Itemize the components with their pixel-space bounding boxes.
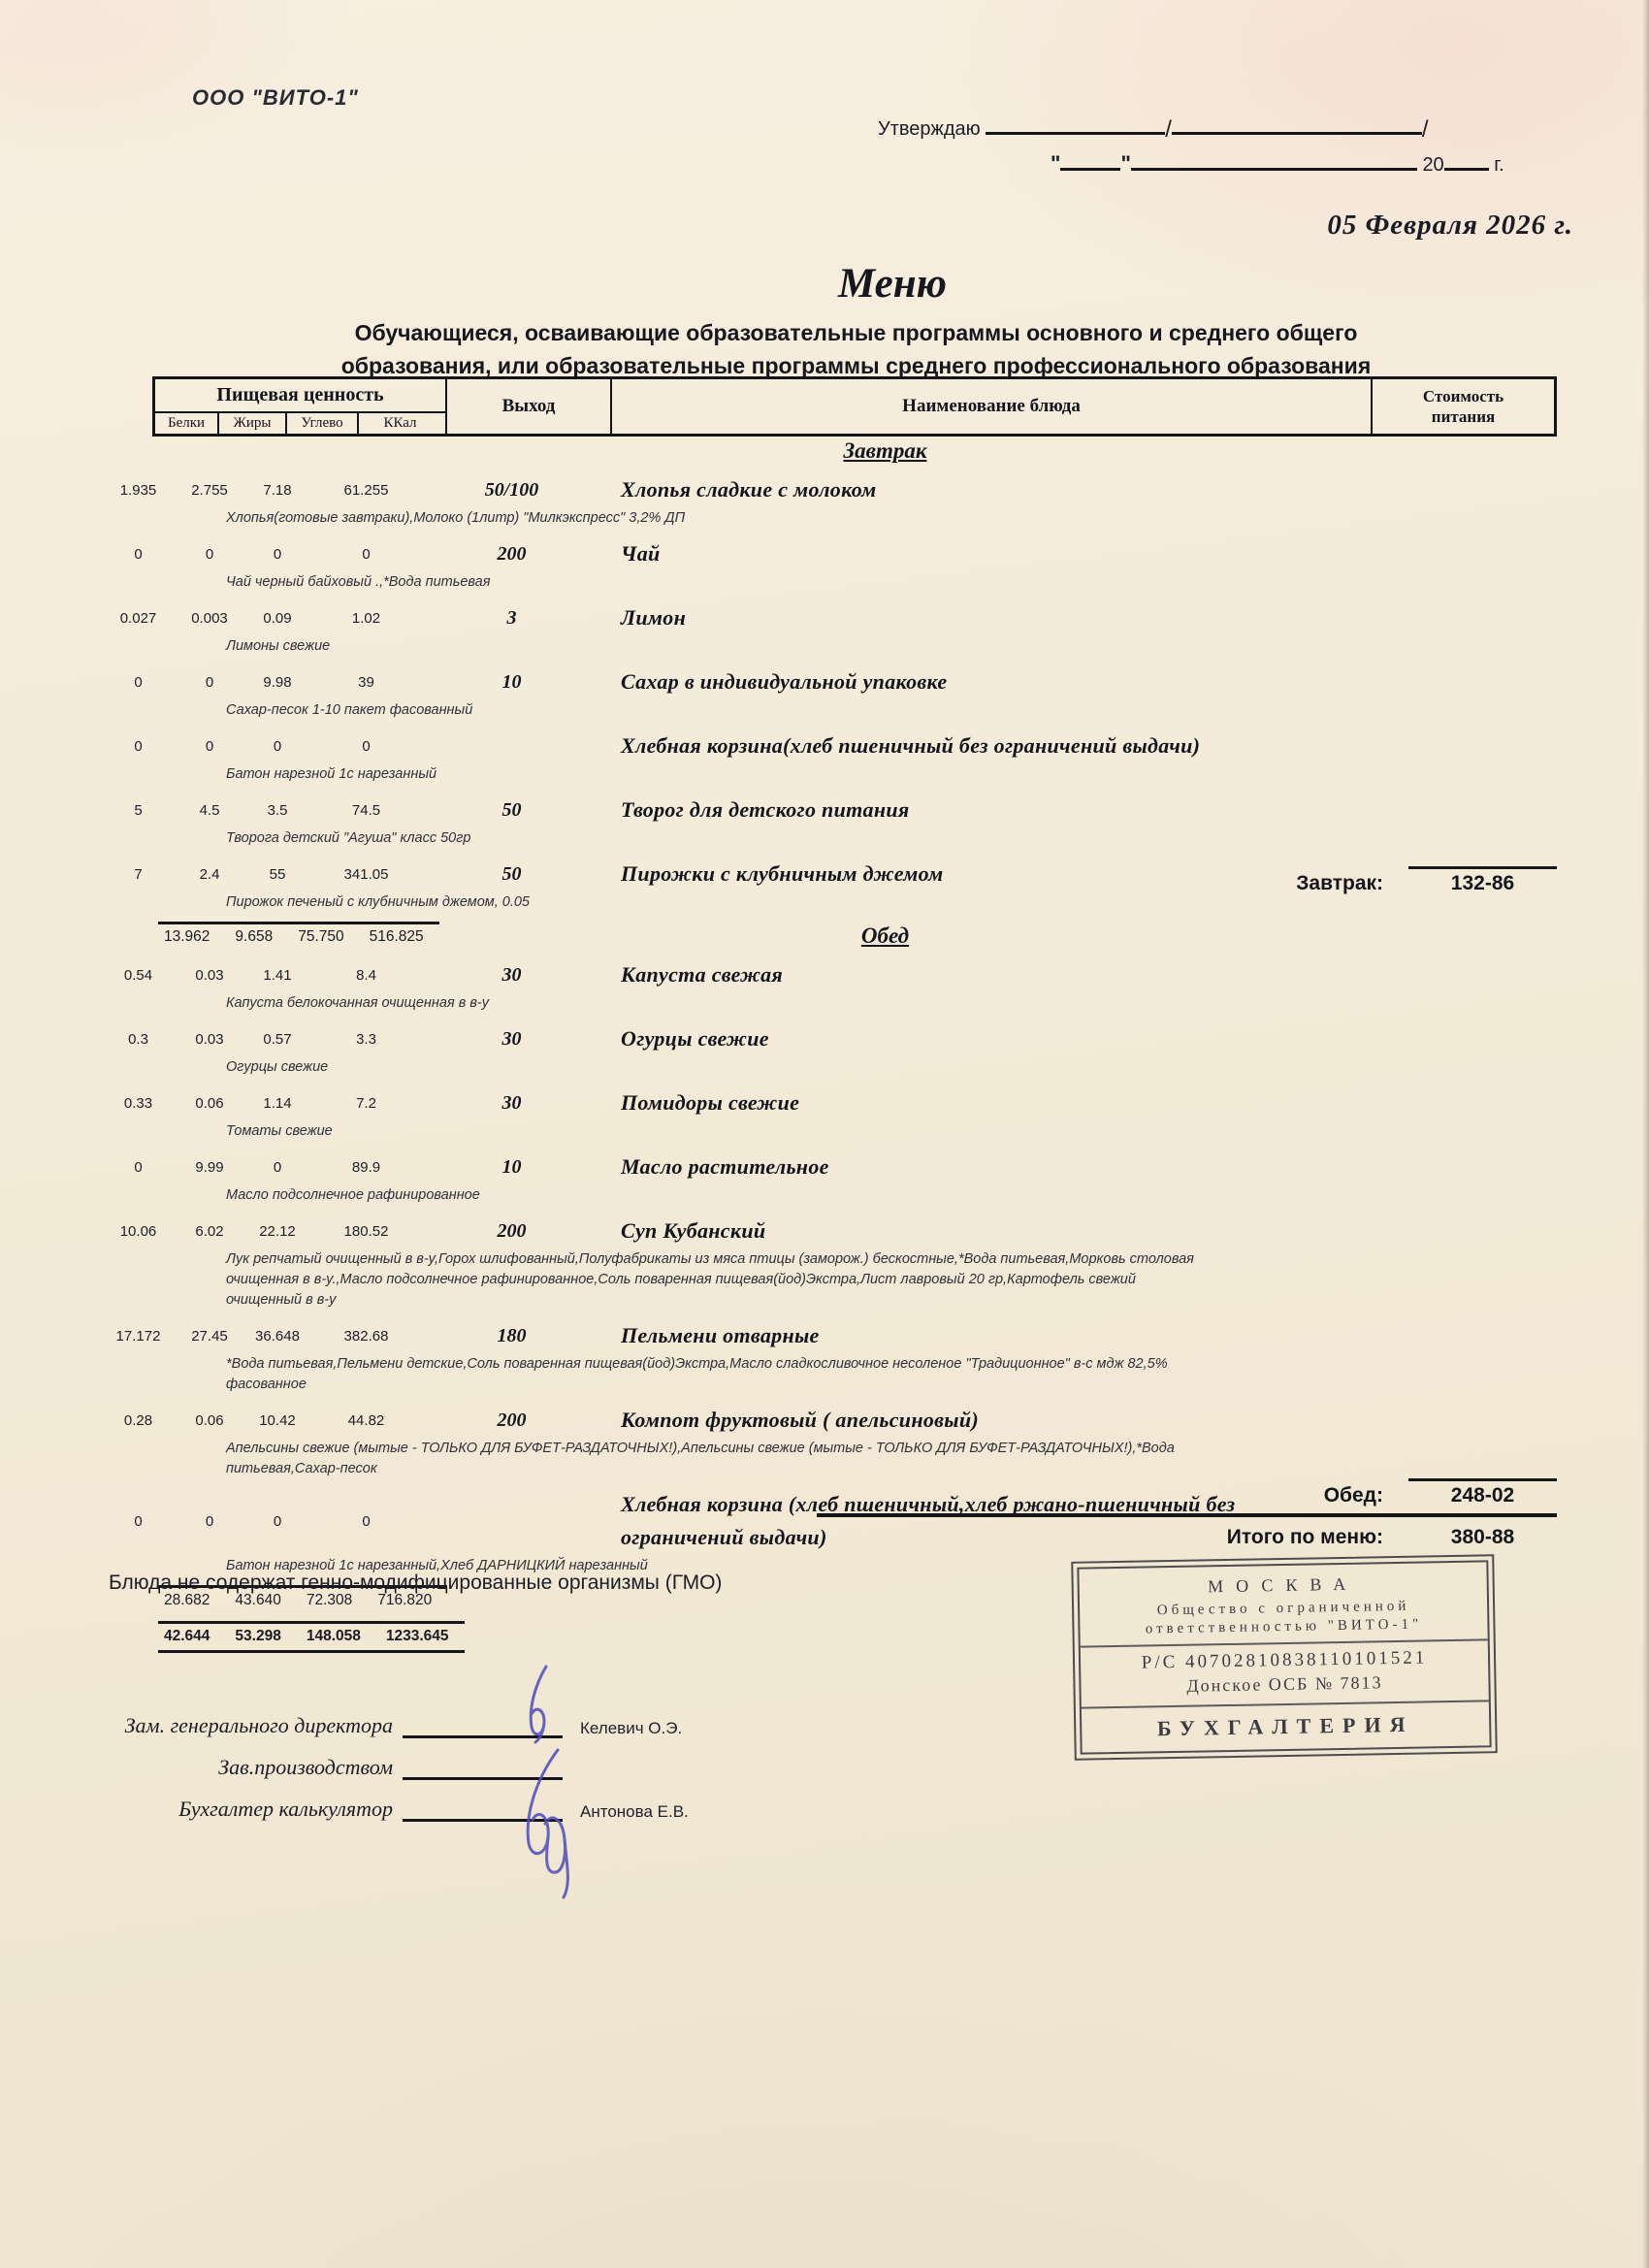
breakfast-cost-value: 132-86 [1408, 866, 1557, 895]
approval-blank-1 [986, 116, 1165, 135]
carbs-value: 0.57 [263, 1030, 292, 1048]
month-blank [1131, 152, 1417, 171]
breakfast-total-carbs: 75.750 [298, 928, 344, 945]
kcal-value: 44.82 [347, 1411, 385, 1429]
output-value: 30 [501, 1027, 522, 1050]
fat-value: 0 [205, 737, 214, 755]
approval-line1 [878, 116, 1504, 144]
dish-name: Сахар в индивидуальной упаковке [621, 669, 948, 694]
kcal-value: 0 [362, 545, 371, 563]
dish-name: Лимон [621, 605, 687, 630]
fat-value: 0.06 [195, 1411, 224, 1429]
dish-ingredients: Творога детский "Агуша" класс 50гр [226, 830, 471, 846]
menu-subtitle [209, 316, 1504, 382]
protein-value: 0 [134, 737, 143, 755]
carbs-value: 1.14 [263, 1094, 292, 1112]
menu-date: 05 Февраля 2026 г. [1327, 210, 1573, 241]
menu-row-values [102, 1150, 1562, 1183]
stamp-org-line1: Общество с ограниченной [1156, 1598, 1410, 1619]
stamp-city: МОСКВА [1207, 1573, 1359, 1597]
protein-value: 5 [134, 801, 143, 819]
approval-block [878, 116, 1504, 177]
grand-total-rule [817, 1513, 1557, 1517]
dish-ingredients: Чай черный байховый .,*Вода питьевая [226, 574, 491, 590]
lunch-total-kcal: 716.820 [377, 1592, 433, 1608]
output-value: 50 [501, 862, 522, 885]
page-title: Меню [838, 261, 947, 307]
menu-row [102, 537, 1562, 593]
signature-label: Зам. генерального директора [124, 1713, 393, 1737]
col-header-dish: Наименование блюда [612, 379, 1373, 434]
fat-value: 0.003 [191, 609, 228, 627]
output-value: 50 [501, 798, 522, 821]
grand-cost-value: 380-88 [1450, 1526, 1515, 1548]
gmo-note: Блюда не содержат генно-модифицированные организмы (ГМО) [109, 1571, 723, 1594]
carbs-value: 22.12 [259, 1222, 296, 1240]
breakfast-rows [102, 473, 1562, 913]
dish-ingredients: Огурцы свежие [226, 1059, 329, 1075]
breakfast-total-fat: 9.658 [235, 928, 274, 945]
dish-ingredients: Лимоны свежие [226, 638, 331, 654]
menu-row-values [102, 1022, 1562, 1055]
protein-value: 7 [134, 865, 143, 883]
output-value: 30 [501, 1091, 522, 1114]
lunch-cost [1324, 1478, 1557, 1507]
kcal-value: 39 [358, 673, 374, 691]
protein-value: 1.935 [119, 481, 157, 499]
kcal-value: 89.9 [351, 1158, 381, 1176]
col-header-protein: Белки [155, 413, 219, 434]
output-value: 3 [506, 606, 517, 629]
organization-name: ООО "ВИТО-1" [192, 85, 359, 110]
col-header-carbs: Углево [287, 413, 359, 434]
menu-row [102, 1086, 1562, 1142]
dish-name: Суп Кубанский [621, 1218, 766, 1243]
grand-cost-label: Итого по меню: [1226, 1526, 1383, 1548]
dish-ingredients: Лук репчатый очищенный в в-у,Горох шлифованный,Полуфабрикаты из мяса птицы (заморож.) бескостные,*Вода питьевая,Морковь столовая очищенная в в-у.,Масло подсолнечное рафинированное,Соль поваренная пищевая(йод)Экстра,Лист лавровый 20 гр,Картофель свежий очищенный в в-у [226, 1251, 1194, 1308]
protein-value: 0.28 [123, 1411, 153, 1429]
carbs-value: 9.98 [263, 673, 292, 691]
protein-value: 17.172 [115, 1327, 161, 1345]
breakfast-cost-label: Завтрак: [1296, 872, 1383, 894]
menu-row-values [102, 537, 1562, 570]
dish-name: Хлебная корзина(хлеб пшеничный без ограничений выдачи) [621, 733, 1201, 758]
output-value: 200 [497, 542, 527, 565]
col-header-fat: Жиры [219, 413, 287, 434]
menu-row-values [102, 729, 1562, 762]
dish-ingredients: Капуста белокочанная очищенная в в-у [226, 995, 489, 1011]
carbs-value: 1.41 [263, 966, 292, 984]
dish-ingredients: Масло подсолнечное рафинированное [226, 1187, 480, 1203]
fat-value: 27.45 [191, 1327, 228, 1345]
approval-slash-1: / [1165, 116, 1172, 143]
nutrition-header-group [155, 379, 447, 434]
kcal-value: 74.5 [351, 801, 381, 819]
dish-ingredients: Сахар-песок 1-10 пакет фасованный [226, 702, 473, 718]
menu-row-values [102, 1404, 1562, 1437]
stamp-department: БУХГАЛТЕРИЯ [1082, 1700, 1490, 1752]
dish-ingredients: Апельсины свежие (мытые - ТОЛЬКО ДЛЯ БУФЕТ-РАЗДАТОЧНЫХ!),Апельсины свежие (мытые - ТОЛЬКО ДЛЯ БУФЕТ-РАЗДАТОЧНЫХ!),*Вода питьевая,Сахар-песок [226, 1441, 1175, 1476]
col-header-cost [1373, 379, 1554, 434]
kcal-value: 1.02 [351, 609, 381, 627]
breakfast-total-kcal: 516.825 [369, 928, 424, 945]
dish-name: Помидоры свежие [621, 1090, 800, 1115]
lunch-total-fat: 43.640 [235, 1592, 281, 1608]
fat-value: 0 [205, 545, 214, 563]
fat-value: 0.03 [195, 966, 224, 984]
grand-total-fat: 53.298 [235, 1628, 281, 1644]
protein-value: 0 [134, 1512, 143, 1530]
menu-row-values [102, 665, 1562, 698]
dish-ingredients: Пирожок печеный с клубничным джемом, 0.05 [226, 894, 530, 910]
dish-ingredients: Батон нарезной 1с нарезанный [226, 766, 437, 782]
lunch-cost-label: Обед: [1323, 1484, 1383, 1507]
signature-label: Зав.производством [218, 1755, 393, 1779]
dish-ingredients: Томаты свежие [226, 1123, 333, 1139]
signature-name: Келевич О.Э. [580, 1719, 683, 1737]
menu-row [102, 473, 1562, 529]
carbs-value: 0 [273, 545, 282, 563]
stamp-account-number: Р/С 40702810838110101521 [1141, 1647, 1428, 1673]
protein-value: 0.027 [119, 609, 157, 627]
subtitle-line-1: Обучающиеся, осваивающие образовательные программы основного и среднего общего [354, 320, 1358, 345]
kcal-value: 341.05 [343, 865, 389, 883]
kcal-value: 8.4 [356, 966, 376, 984]
stamp-org-line2: ответственностью "ВИТО-1" [1145, 1616, 1423, 1637]
kcal-value: 0 [362, 1512, 371, 1530]
stamp-account-section [1081, 1638, 1489, 1700]
carbs-value: 10.42 [259, 1411, 296, 1429]
stamp-bank-branch: Донское ОСБ № 7813 [1186, 1672, 1383, 1696]
year-blank [1444, 152, 1489, 171]
col-header-output: Выход [447, 379, 612, 434]
output-value: 10 [501, 670, 522, 693]
menu-row-values [102, 794, 1562, 826]
menu-row [102, 729, 1562, 785]
cost-header-line2: питания [1431, 407, 1496, 426]
menu-row [102, 1022, 1562, 1078]
breakfast-cost [1296, 866, 1557, 895]
year-prefix: 20 [1422, 154, 1444, 176]
dish-name: Компот фруктовый ( апельсиновый) [621, 1408, 979, 1432]
menu-row [102, 794, 1562, 849]
menu-row [102, 1404, 1562, 1479]
kcal-value: 382.68 [343, 1327, 389, 1345]
output-value: 200 [497, 1219, 527, 1242]
dish-name: Хлопья сладкие с молоком [621, 477, 877, 502]
approval-blank-2 [1172, 116, 1422, 135]
approval-label: Утверждаю [878, 118, 981, 140]
dish-name: Пирожки с клубничным джемом [621, 861, 944, 886]
fat-value: 0.03 [195, 1030, 224, 1048]
cost-header-line1: Стоимость [1422, 387, 1504, 405]
fat-value: 9.99 [195, 1158, 224, 1176]
section-title-lunch: Обед [860, 923, 910, 948]
table-header [152, 376, 1557, 437]
dish-name: Чай [621, 541, 661, 566]
dish-ingredients: *Вода питьевая,Пельмени детские,Соль поваренная пищевая(йод)Экстра,Масло сладкосливочное несоленое "Традиционное" в-с мдж 82,5% фасованное [226, 1356, 1168, 1392]
output-value: 50/100 [484, 478, 539, 501]
year-suffix: г. [1494, 154, 1504, 176]
grand-total-protein: 42.644 [164, 1628, 210, 1644]
protein-value: 10.06 [119, 1222, 157, 1240]
menu-row-values [102, 473, 1562, 506]
carbs-value: 0 [273, 1512, 282, 1530]
kcal-value: 7.2 [356, 1094, 376, 1112]
menu-row-values [102, 1215, 1562, 1247]
signature-label: Бухгалтер калькулятор [178, 1797, 393, 1821]
accounting-stamp [1077, 1560, 1491, 1754]
menu-row [102, 601, 1562, 657]
protein-value: 0.3 [128, 1030, 148, 1048]
dish-ingredients: Хлопья(готовые завтраки),Молоко (1литр) "Милкэкспресс" 3,2% ДП [226, 510, 686, 526]
protein-value: 0 [134, 545, 143, 563]
lunch-total-protein: 28.682 [164, 1592, 210, 1608]
dish-name: Огурцы свежие [621, 1026, 769, 1051]
dish-name: Пельмени отварные [621, 1323, 820, 1347]
dish-name: Масло растительное [621, 1154, 829, 1179]
handwritten-signature-ink [490, 1661, 655, 1903]
approval-line2 [1051, 151, 1504, 177]
subtitle-line-2: образования, или образовательные программы среднего профессионального образования [340, 353, 1372, 378]
menu-row [102, 665, 1562, 721]
fat-value: 6.02 [195, 1222, 224, 1240]
protein-value: 0.33 [123, 1094, 153, 1112]
grand-total-carbs: 148.058 [306, 1628, 361, 1644]
fat-value: 0.06 [195, 1094, 224, 1112]
carbs-value: 0.09 [263, 609, 292, 627]
kcal-value: 180.52 [343, 1222, 389, 1240]
fat-value: 0 [205, 1512, 214, 1530]
menu-row-values [102, 1319, 1562, 1352]
fat-value: 2.755 [191, 481, 228, 499]
approval-slash-2: / [1421, 116, 1429, 143]
output-value: 180 [497, 1324, 527, 1346]
nutrition-header: Пищевая ценность [155, 379, 445, 413]
carbs-value: 3.5 [267, 801, 288, 819]
carbs-value: 0 [273, 737, 282, 755]
fat-value: 0 [205, 673, 214, 691]
lunch-cost-value: 248-02 [1408, 1478, 1557, 1507]
open-quote: " [1051, 151, 1061, 176]
menu-row [102, 1215, 1562, 1311]
menu-row [102, 1150, 1562, 1206]
dish-name: Творог для детского питания [621, 797, 910, 822]
grand-total-kcal: 1233.645 [385, 1628, 449, 1644]
dish-name: Хлебная корзина (хлеб пшеничный,хлеб ржано-пшеничный без ограничений выдачи) [621, 1492, 1236, 1549]
day-blank [1060, 152, 1120, 171]
menu-grand-cost [1227, 1523, 1557, 1549]
carbs-value: 0 [273, 1158, 282, 1176]
kcal-value: 0 [362, 737, 371, 755]
col-header-kcal: ККал [383, 415, 417, 431]
dish-ingredients: Батон нарезной 1с нарезанный,Хлеб ДАРНИЦКИЙ нарезанный [226, 1558, 648, 1573]
menu-row [102, 1319, 1562, 1395]
kcal-value: 3.3 [356, 1030, 376, 1048]
menu-row-values [102, 601, 1562, 634]
carbs-value: 36.648 [255, 1327, 300, 1345]
carbs-value: 55 [269, 865, 286, 883]
breakfast-total-protein: 13.962 [164, 928, 210, 945]
fat-value: 4.5 [199, 801, 220, 819]
kcal-value: 61.255 [343, 481, 389, 499]
protein-value: 0 [134, 1158, 143, 1176]
nutrition-subheaders [155, 413, 445, 434]
output-value: 30 [501, 963, 522, 986]
carbs-value: 7.18 [263, 481, 292, 499]
output-value: 200 [497, 1409, 527, 1431]
menu-row-values [102, 958, 1562, 991]
grand-totals-row [158, 1621, 465, 1653]
menu-row [102, 958, 1562, 1014]
protein-value: 0.54 [123, 966, 153, 984]
output-value: 10 [501, 1155, 522, 1178]
lunch-total-carbs: 72.308 [306, 1592, 353, 1608]
fat-value: 2.4 [199, 865, 220, 883]
protein-value: 0 [134, 673, 143, 691]
close-quote: " [1120, 151, 1131, 176]
menu-row-values [102, 1086, 1562, 1119]
dish-name: Капуста свежая [621, 962, 784, 987]
section-title-breakfast: Завтрак [843, 438, 927, 463]
signature-name: Антонова Е.В. [580, 1802, 689, 1821]
